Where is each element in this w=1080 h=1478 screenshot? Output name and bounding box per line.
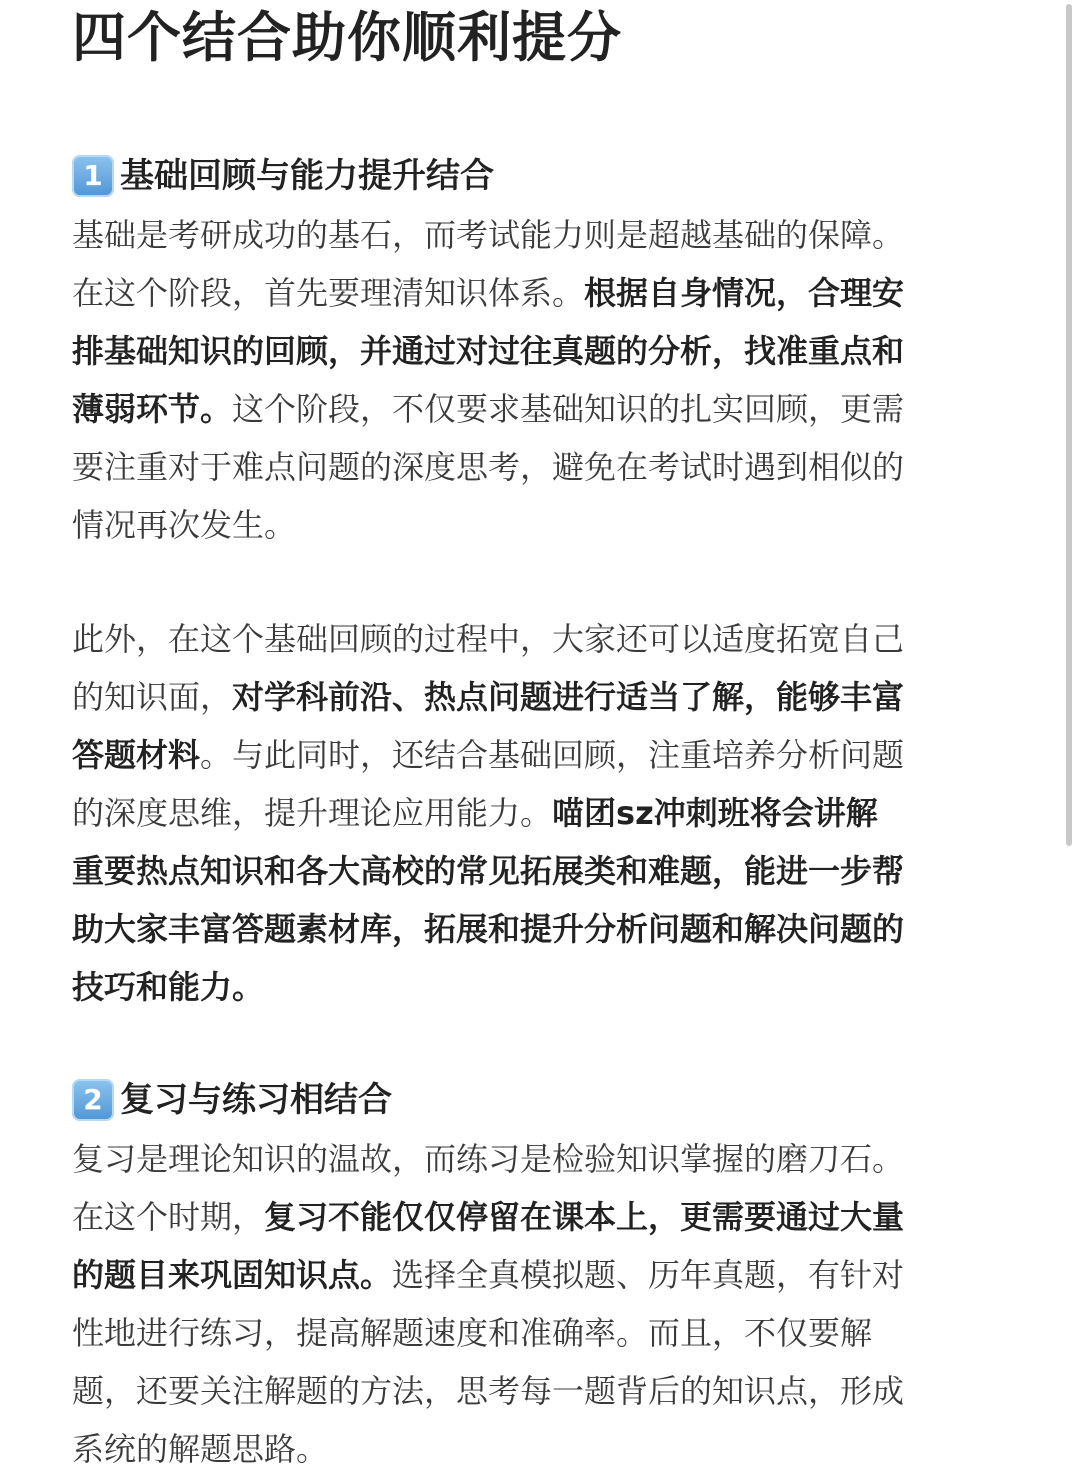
text-run: 此外，在这个基础回顾的过程中，大家还可以适度拓宽自己: [72, 620, 905, 658]
text-run: 这个阶段，不仅要求基础知识的扎实回顾，更需: [232, 390, 905, 428]
text-line: [72, 496, 1012, 554]
text-run: 在这个时期，: [72, 1198, 265, 1236]
text-run: 性地进行练习，提高解题速度和准确率。而且，不仅要解: [72, 1314, 873, 1352]
text-run: 系统的解题思路。: [72, 1430, 329, 1468]
paragraph: [72, 610, 1012, 1016]
scrollbar[interactable]: [1066, 4, 1072, 846]
text-line: [72, 958, 1012, 1016]
bold-text-run: 复习不能仅仅停留在课本上，更需要通过大量: [264, 1198, 905, 1236]
text-run: 基础是考研成功的基石，而考试能力则是超越基础的保障。: [72, 216, 905, 254]
text-run: 的深度思维，提升理论应用能力。: [72, 794, 553, 832]
text-line: [72, 322, 1012, 380]
bold-text-run: 助大家丰富答题素材库，拓展和提升分析问题和解决问题的: [72, 910, 905, 948]
paragraph: [72, 1130, 1012, 1478]
text-run: 在这个阶段，首先要理清知识体系。: [72, 274, 585, 312]
text-line: [72, 842, 1012, 900]
text-line: [72, 438, 1012, 496]
text-run: 选择全真模拟题、历年真题，有针对: [392, 1256, 905, 1294]
number-2-icon: 2: [72, 1079, 114, 1121]
text-line: [72, 380, 1012, 438]
bold-text-run: 重要热点知识和各大高校的常见拓展类和难题，能进一步帮: [72, 852, 905, 890]
section-heading-2: [72, 1076, 392, 1124]
text-run: 。与此同时，还结合基础回顾，注重培养分析问题: [200, 736, 905, 774]
text-run: 要注重对于难点问题的深度思考，避免在考试时遇到相似的: [72, 448, 905, 486]
text-line: [72, 610, 1012, 668]
section-heading-1: [72, 152, 494, 200]
text-line: [72, 1130, 1012, 1188]
paragraph: [72, 206, 1012, 554]
text-line: [72, 900, 1012, 958]
bold-text-run: 根据自身情况，合理安: [584, 274, 905, 312]
text-line: [72, 1246, 1012, 1304]
text-run: 的知识面，: [72, 678, 233, 716]
text-line: [72, 264, 1012, 322]
bold-text-run: 的题目来巩固知识点。: [72, 1256, 393, 1294]
number-1-icon: 1: [72, 155, 114, 197]
text-run: 复习是理论知识的温故，而练习是检验知识掌握的磨刀石。: [72, 1140, 905, 1178]
section-heading-text: 基础回顾与能力提升结合: [120, 156, 494, 196]
text-run: 题，还要关注解题的方法，思考每一题背后的知识点，形成: [72, 1372, 905, 1410]
text-line: [72, 726, 1012, 784]
text-line: [72, 1362, 1012, 1420]
bold-text-run: 答题材料: [72, 736, 201, 774]
bold-text-run: 对学科前沿、热点问题进行适当了解，能够丰富: [232, 678, 905, 716]
text-line: [72, 1420, 1012, 1478]
text-line: [72, 668, 1012, 726]
text-line: [72, 206, 1012, 264]
text-line: [72, 784, 1012, 842]
bold-text-run: 排基础知识的回顾，并通过对过往真题的分析，找准重点和: [72, 332, 905, 370]
text-line: [72, 1304, 1012, 1362]
text-line: [72, 1188, 1012, 1246]
bold-text-run: 喵团sz冲刺班将会讲解: [552, 794, 878, 832]
text-run: 情况再次发生。: [72, 506, 297, 544]
page-title: 四个结合助你顺利提分: [72, 6, 622, 69]
bold-text-run: 技巧和能力。: [72, 968, 265, 1006]
section-heading-text: 复习与练习相结合: [120, 1080, 392, 1120]
bold-text-run: 薄弱环节。: [72, 390, 233, 428]
